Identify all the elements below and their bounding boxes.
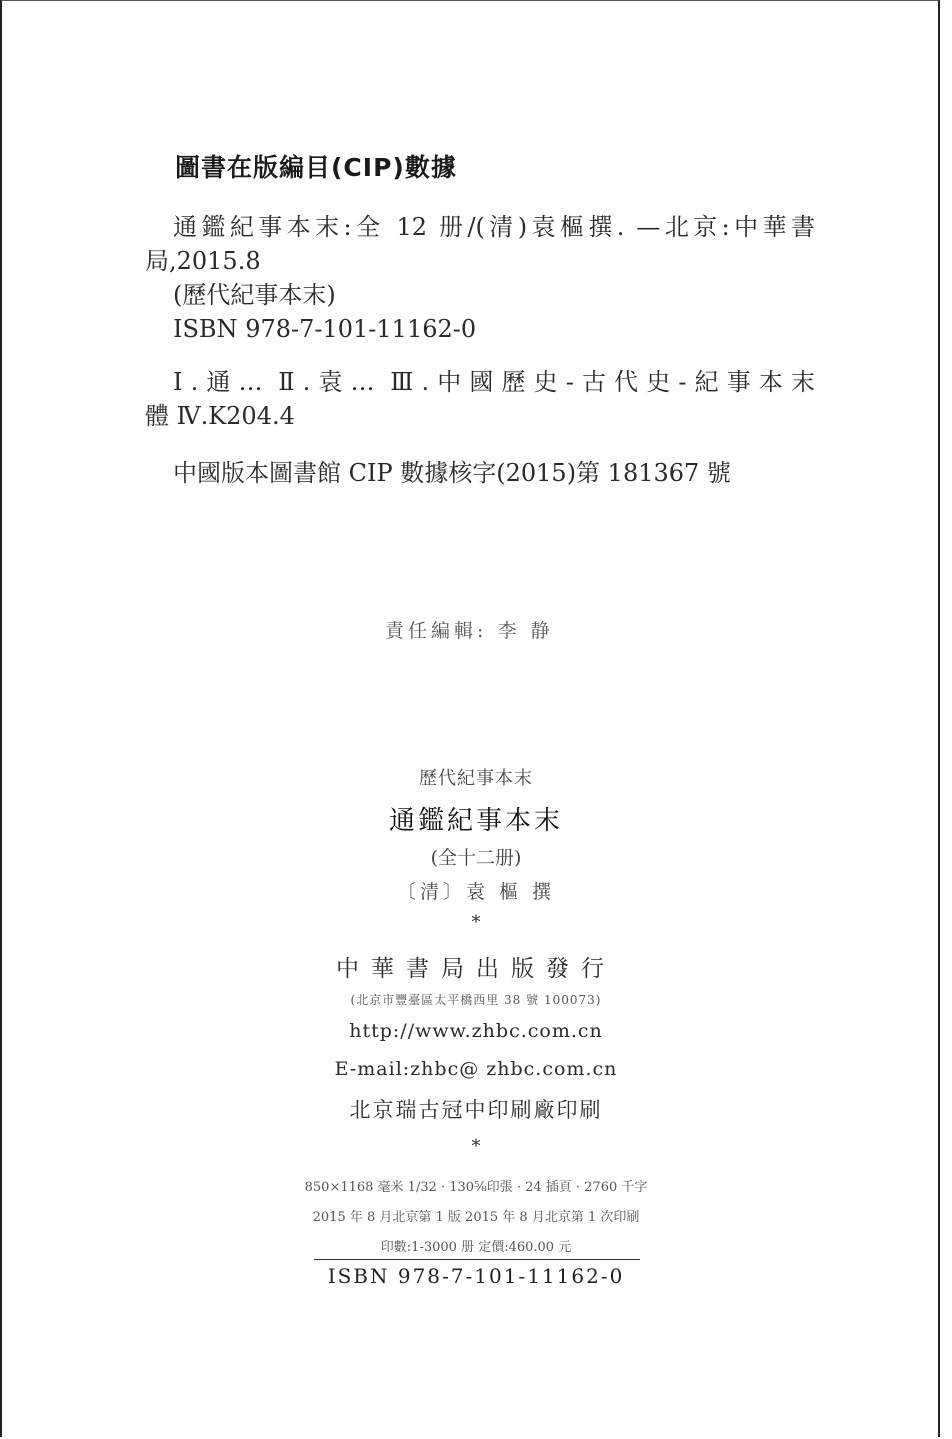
print-run-price: 印數:1-3000 册 定價:460.00 元	[380, 1240, 572, 1255]
imprint-isbn: ISBN 978-7-101-11162-0	[327, 1264, 625, 1288]
cip-subject-headings	[145, 365, 815, 433]
edition-info: 2015 年 8 月北京第 1 版 2015 年 8 月北京第 1 次印刷	[312, 1210, 640, 1225]
subject-line2: 體 Ⅳ.K204.4	[145, 402, 295, 430]
cip-heading: 圖書在版編目(CIP)數據	[175, 153, 457, 182]
imprint-printer: 北京瑞古冠中印刷廠印刷	[349, 1098, 603, 1122]
catalog-isbn: ISBN 978-7-101-11162-0	[173, 315, 477, 343]
imprint-title: 通鑑紀事本末	[388, 806, 563, 836]
cip-record-number	[145, 456, 815, 490]
imprint-volumes: (全十二册)	[430, 847, 522, 869]
cip-catalog-entry	[145, 210, 815, 346]
format-specs: 850×1168 毫米 1/32 · 130⅝印張 · 24 插頁 · 2760 千字	[304, 1180, 648, 1195]
responsible-editor: 責任編輯: 李 静	[385, 620, 554, 642]
catalog-series: (歷代紀事本末)	[173, 281, 336, 309]
divider-rule	[314, 1259, 640, 1260]
separator-asterisk: *	[471, 1136, 481, 1157]
imprint-author: 〔清〕袁 樞 撰	[396, 881, 556, 903]
imprint-publisher: 中華書局出版發行	[336, 956, 616, 982]
cip-record-text: 中國版本圖書館 CIP 數據核字(2015)第 181367 號	[173, 459, 731, 487]
catalog-entry-line1: 通鑑紀事本末:全 12 册/(清)袁樞撰. —北京:中華書	[173, 213, 815, 241]
imprint-series: 歷代紀事本末	[419, 768, 533, 789]
publisher-email: E-mail:zhbc@ zhbc.com.cn	[334, 1058, 618, 1080]
publisher-url: http://www.zhbc.com.cn	[349, 1020, 603, 1042]
separator-asterisk: *	[471, 912, 481, 933]
subject-line1: Ⅰ.通… Ⅱ.袁… Ⅲ.中國歷史-古代史-紀事本末	[173, 368, 815, 396]
publisher-address: (北京市豐臺區太平橋西里 38 號 100073)	[350, 993, 602, 1007]
catalog-entry-line2: 局,2015.8	[145, 247, 261, 275]
